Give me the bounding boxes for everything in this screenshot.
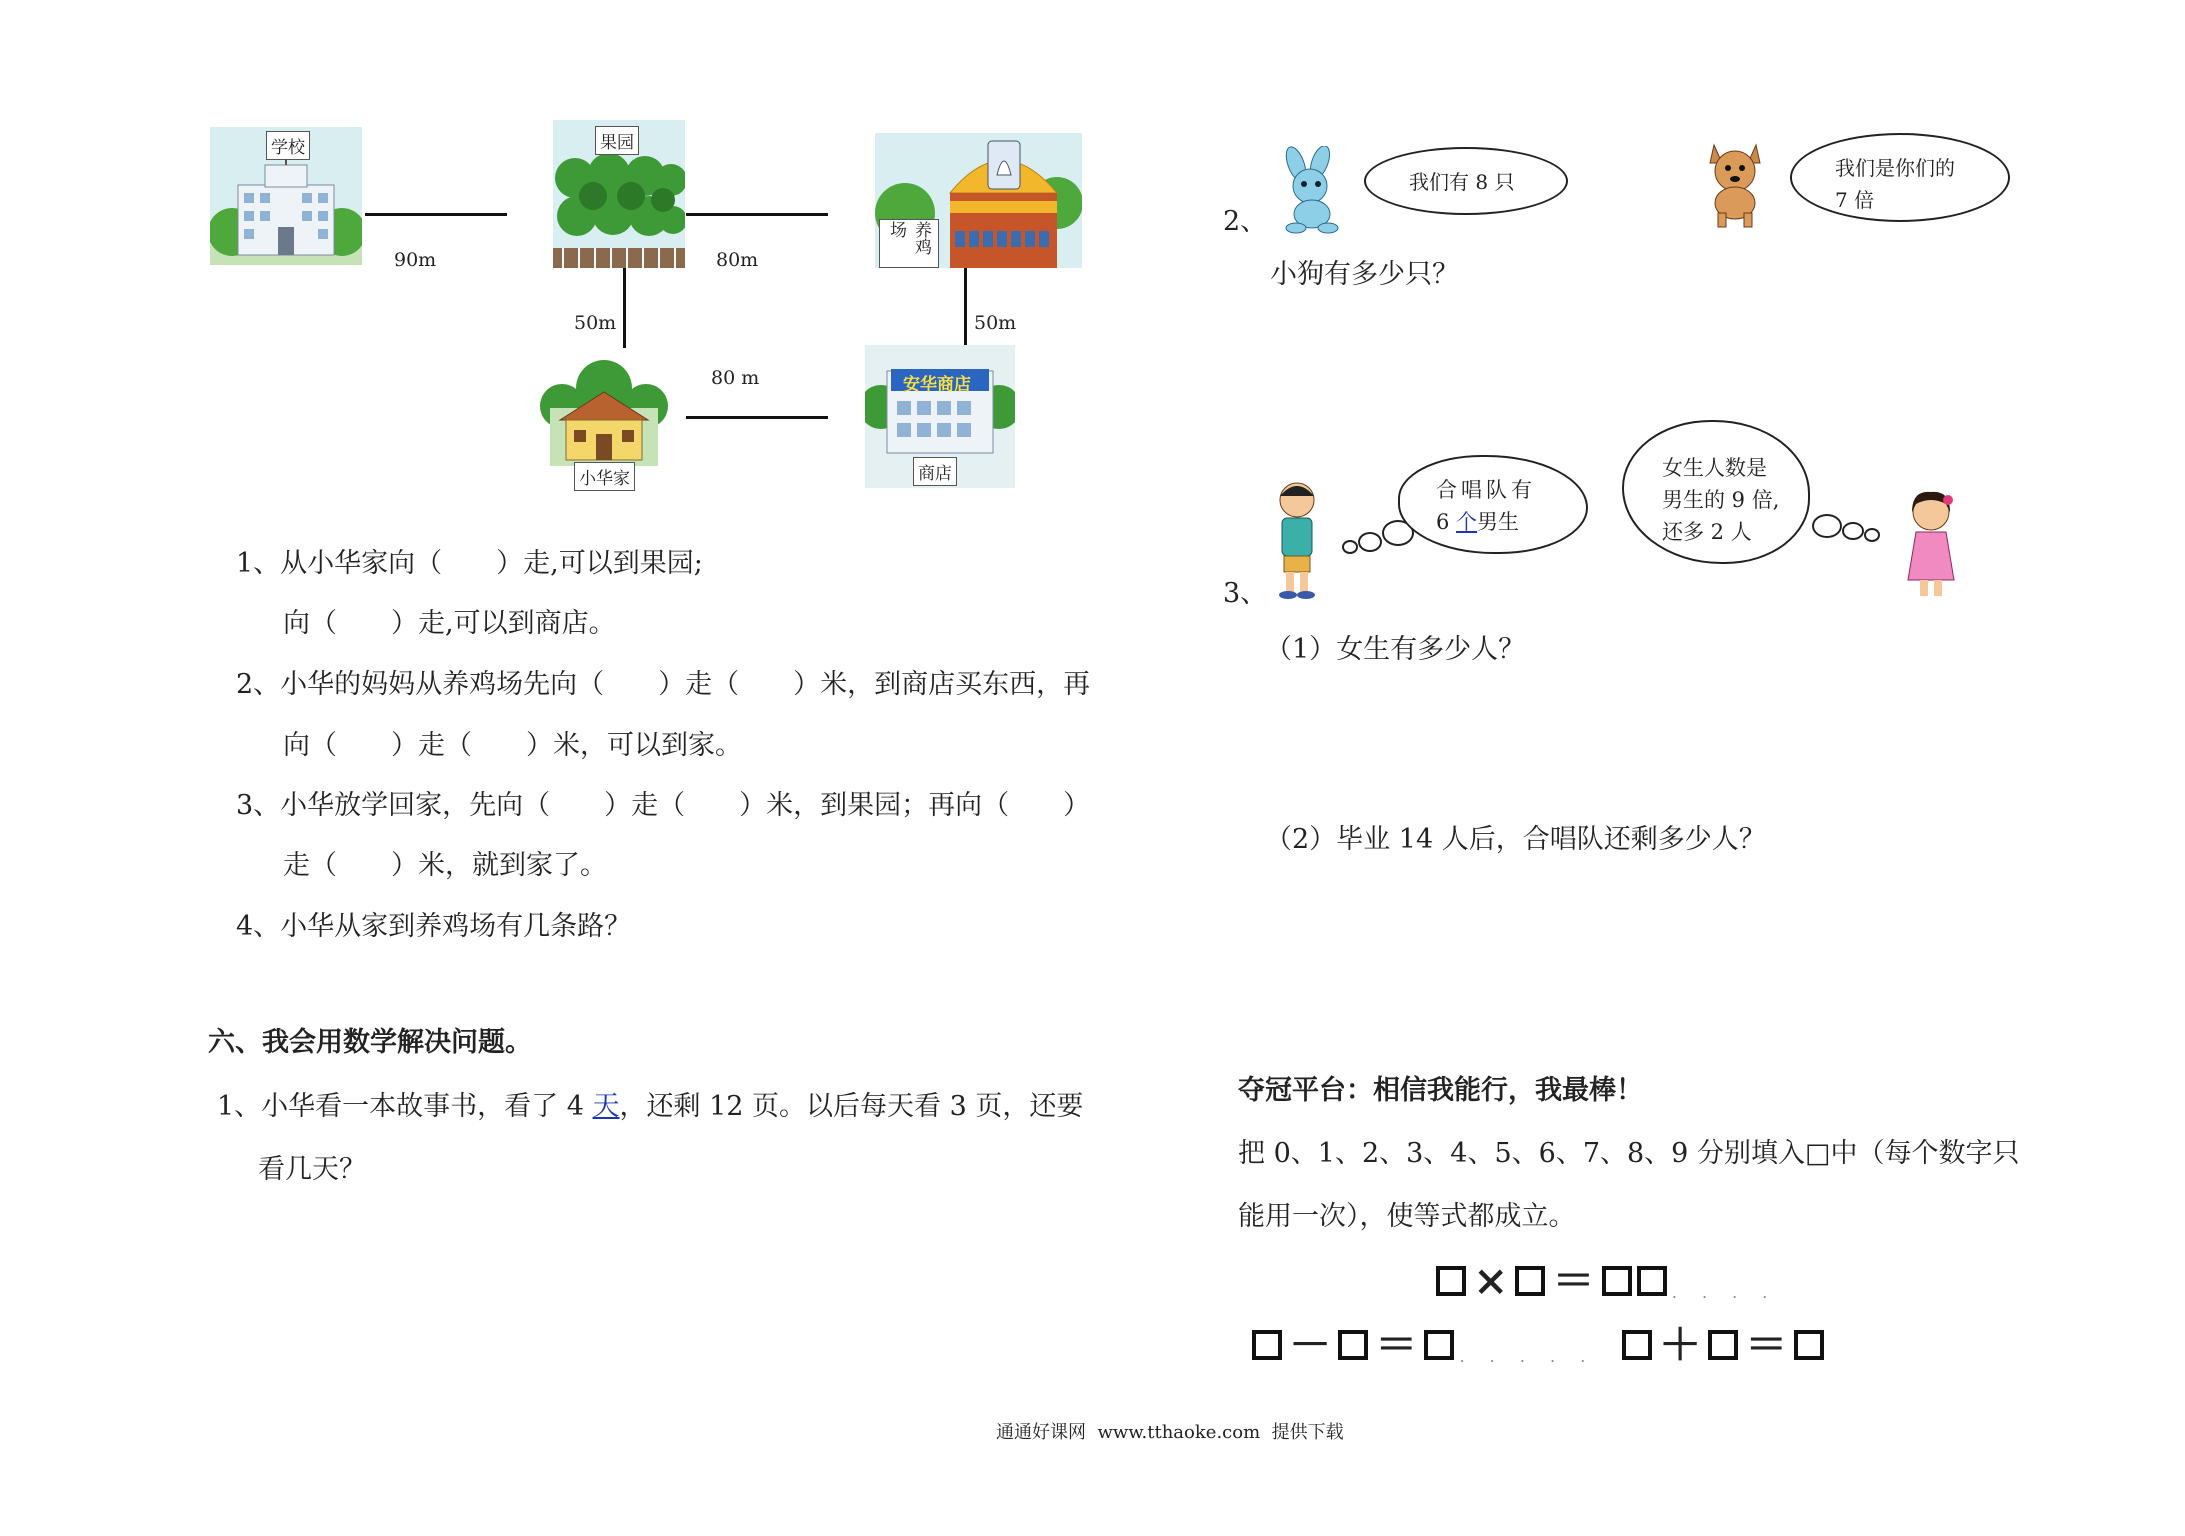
equals-sign: ＝ — [1375, 1320, 1418, 1369]
section-6-q1-text-a: 1、小华看一本故事书，看了 4 — [217, 1091, 593, 1122]
equals-sign: ＝ — [1552, 1256, 1595, 1305]
blank-box[interactable] — [1602, 1266, 1632, 1296]
question-r2-ask: 小狗有多少只？ — [1270, 259, 1459, 290]
question-3-line1: 3、小华放学回家，先向（ ）走（ ）米，到果园；再向（ ） — [236, 790, 1091, 821]
blank-box[interactable] — [1436, 1266, 1466, 1296]
farm-label: 养鸡场 — [879, 219, 939, 268]
home-label: 小华家 — [574, 462, 635, 491]
question-r2-number: 2、 — [1223, 206, 1268, 237]
question-2-line1: 2、小华的妈妈从养鸡场先向（ ）走（ ）米，到商店买东西，再 — [236, 669, 1091, 700]
road-orchard-home — [623, 268, 626, 348]
question-4: 4、小华从家到养鸡场有几条路？ — [236, 911, 632, 942]
dotted-filler: . . . . . — [1459, 1347, 1596, 1366]
boy-cloud-text-2 — [1436, 506, 1519, 536]
orchard-label: 果园 — [595, 126, 639, 155]
equation-multiply — [1436, 1256, 1778, 1305]
girl-thought-dot-2 — [1842, 522, 1864, 540]
rabbit-bubble-text: 我们有 8 只 — [1409, 170, 1515, 194]
road-home-shop — [686, 416, 828, 419]
rabbit-illustration — [1274, 146, 1354, 234]
blank-box[interactable] — [1252, 1330, 1282, 1360]
section-6-q1-line1 — [217, 1091, 1083, 1123]
blank-box[interactable] — [1708, 1330, 1738, 1360]
boy-thought-dot-2 — [1358, 532, 1382, 552]
ge-link[interactable]: 个 — [1456, 510, 1478, 534]
question-r3-part2: （2）毕业 14 人后，合唱队还剩多少人？ — [1265, 824, 1766, 855]
girl-illustration — [1900, 490, 1962, 600]
boy-thought-cloud — [1398, 455, 1588, 554]
shop-sign: 安华商店 — [903, 375, 971, 395]
blank-box[interactable] — [1338, 1330, 1368, 1360]
distance-school-orchard: 90m — [394, 249, 437, 271]
girl-cloud-text-3: 还多 2 人 — [1662, 520, 1752, 544]
girl-thought-dot-3 — [1864, 528, 1880, 542]
farm-illustration — [875, 133, 1082, 268]
distance-farm-shop: 50m — [974, 312, 1017, 334]
home-illustration — [540, 358, 668, 490]
dog-bubble-text-2: 7 倍 — [1835, 188, 1875, 212]
section-6-q1-text-b: ，还剩 12 页。以后每天看 3 页，还要 — [619, 1091, 1084, 1122]
challenge-line1: 把 0、1、2、3、4、5、6、7、8、9 分别填入□中（每个数字只 — [1238, 1138, 2020, 1169]
blank-box[interactable] — [1515, 1266, 1545, 1296]
school-label: 学校 — [266, 131, 310, 160]
boy-illustration — [1266, 478, 1328, 600]
blank-box[interactable] — [1637, 1266, 1667, 1296]
minus-sign: － — [1289, 1320, 1332, 1369]
dotted-filler: . . . . — [1671, 1283, 1778, 1302]
shop-illustration — [865, 345, 1015, 488]
distance-orchard-farm: 80m — [716, 249, 759, 271]
blank-box[interactable] — [1794, 1330, 1824, 1360]
question-2-line2: 向（ ）走（ ）米，可以到家。 — [283, 730, 742, 761]
girl-thought-dot-1 — [1812, 514, 1842, 538]
equation-subtract — [1252, 1320, 1596, 1369]
section-6-title: 六、我会用数学解决问题。 — [208, 1027, 532, 1058]
boy-cloud-text-2a: 6 — [1436, 510, 1457, 534]
distance-orchard-home: 50m — [574, 312, 617, 334]
boy-cloud-text-1: 合唱队有 — [1436, 478, 1536, 502]
challenge-title: 夺冠平台：相信我能行，我最棒！ — [1238, 1075, 1643, 1106]
dog-bubble-text-1: 我们是你们的 — [1835, 156, 1955, 180]
road-orchard-farm — [686, 213, 828, 216]
orchard-illustration — [553, 120, 685, 268]
question-1-line1: 1、从小华家向（ ）走,可以到果园; — [236, 548, 703, 579]
road-school-orchard — [365, 213, 507, 216]
challenge-line2: 能用一次），使等式都成立。 — [1238, 1201, 1576, 1232]
boy-cloud-text-2b: 男生 — [1477, 510, 1520, 534]
equals-sign: ＝ — [1745, 1320, 1788, 1369]
plus-sign: ＋ — [1659, 1320, 1702, 1369]
question-r3-part1: （1）女生有多少人？ — [1265, 634, 1526, 665]
day-link[interactable]: 天 — [592, 1091, 620, 1122]
question-1-line2: 向（ ）走,可以到商店。 — [283, 608, 616, 639]
question-r3-number: 3、 — [1223, 578, 1268, 609]
shop-label: 商店 — [913, 457, 957, 486]
times-sign: × — [1473, 1256, 1509, 1305]
school-illustration — [210, 127, 362, 265]
distance-home-shop: 80 m — [711, 367, 760, 389]
blank-box[interactable] — [1622, 1330, 1652, 1360]
girl-cloud-text-1: 女生人数是 — [1662, 456, 1767, 480]
blank-box[interactable] — [1424, 1330, 1454, 1360]
road-farm-shop — [964, 268, 967, 345]
page-footer: 通通好课网 www.tthaoke.com 提供下载 — [996, 1422, 1344, 1443]
girl-cloud-text-2: 男生的 9 倍, — [1662, 488, 1780, 512]
dog-illustration — [1700, 133, 1770, 228]
boy-thought-dot-1 — [1342, 540, 1358, 554]
section-6-q1-line2: 看几天？ — [258, 1154, 366, 1185]
equation-add — [1622, 1320, 1824, 1369]
question-3-line2: 走（ ）米，就到家了。 — [283, 850, 607, 881]
